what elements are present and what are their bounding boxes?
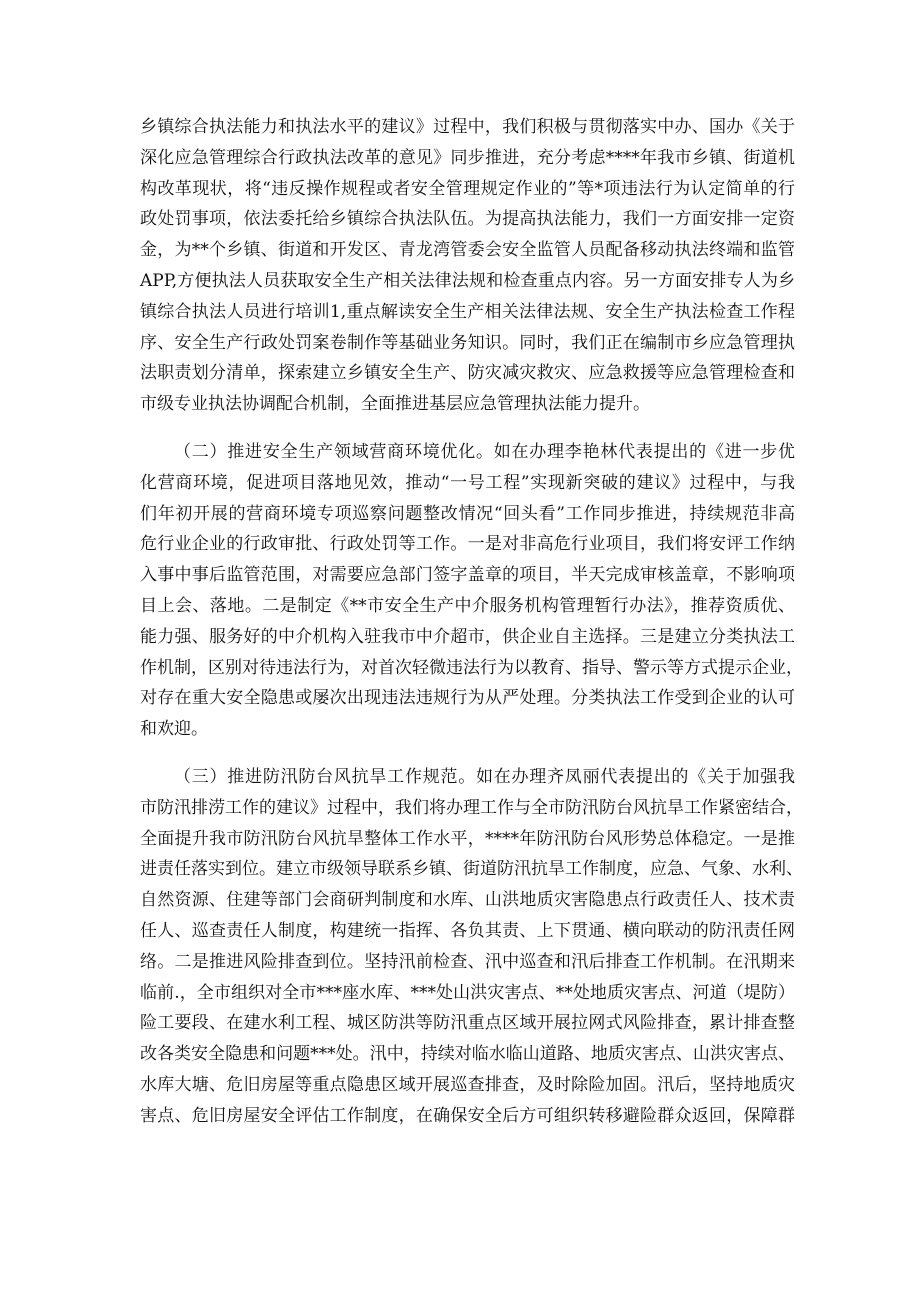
text-line: 们年初开展的营商环境专项巡察问题整改情况“回头看”工作同步推进，持续规范非高 bbox=[140, 503, 795, 524]
document-page bbox=[140, 112, 803, 1149]
text-line: （二）推进安全生产领域营商环境优化。如在办理李艳林代表提出的《进一步优 bbox=[174, 441, 795, 462]
text-line: （三）推进防汛防台风抗旱工作规范。如在办理齐凤丽代表提出的《关于加强我 bbox=[174, 766, 795, 787]
text-line: 作机制，区别对待违法行为，对首次轻微违法行为以教育、指导、警示等方式提示企业， bbox=[140, 657, 803, 678]
text-line: 金，为**个乡镇、街道和开发区、青龙湾管委会安全监管人员配备移动执法终端和监管 bbox=[140, 240, 795, 261]
text-line: APP,方便执法人员获取安全生产相关法律法规和检查重点内容。另一方面安排专人为乡 bbox=[140, 270, 795, 291]
text-line: 能力强、服务好的中介机构入驻我市中介超市，供企业自主选择。三是建立分类执法工 bbox=[140, 626, 795, 647]
text-line: 对存在重大安全隐患或屡次出现违法违规行为从严处理。分类执法工作受到企业的认可 bbox=[140, 688, 795, 709]
paragraph-township-enforcement bbox=[140, 112, 795, 420]
text-line: 改各类安全隐患和问题***处。汛中，持续对临水临山道路、地质灾害点、山洪灾害点、 bbox=[140, 1044, 795, 1065]
text-line: 镇综合执法人员进行培训1,重点解读安全生产相关法律法规、安全生产执法检查工作程 bbox=[140, 301, 795, 322]
text-line: 目上会、落地。二是制定《**市安全生产中介服务机构管理暂行办法》，推荐资质优、 bbox=[140, 595, 795, 616]
text-line: 化营商环境，促进项目落地见效，推动“一号工程”实现新突破的建议》过程中，与我 bbox=[140, 472, 795, 493]
text-line: 络。二是推进风险排查到位。坚持汛前检查、汛中巡查和汛后排查工作机制。在汛期来 bbox=[140, 951, 795, 972]
text-line: 任人、巡查责任人制度，构建统一指挥、各负其责、上下贯通、横向联动的防汛责任网 bbox=[140, 920, 795, 941]
paragraph-business-environment bbox=[140, 437, 803, 745]
text-line: 险工要段、在建水利工程、城区防洪等防汛重点区域开展拉网式风险排查，累计排查整 bbox=[140, 1013, 795, 1034]
paragraph-flood-control bbox=[140, 762, 803, 1132]
text-line: 法职责划分清单，探索建立乡镇安全生产、防灾减灾救灾、应急救援等应急管理检查和 bbox=[140, 363, 795, 384]
text-line: 市级专业执法协调配合机制，全面推进基层应急管理执法能力提升。 bbox=[140, 394, 650, 415]
text-line: 序、安全生产行政处罚案卷制作等基础业务知识。同时，我们正在编制市乡应急管理执 bbox=[140, 332, 795, 353]
text-line: 自然资源、住建等部门会商研判制度和水库、山洪地质灾害隐患点行政责任人、技术责 bbox=[140, 890, 795, 911]
text-line: 进责任落实到位。建立市级领导联系乡镇、街道防汛抗旱工作制度，应急、气象、水利、 bbox=[140, 859, 803, 880]
text-line: 临前.，全市组织对全市***座水库、***处山洪灾害点、**处地质灾害点、河道（堤防） bbox=[140, 982, 795, 1003]
text-line: 全面提升我市防汛防台风抗旱整体工作水平，****年防汛防台风形势总体稳定。一是推 bbox=[140, 828, 795, 849]
text-line: 深化应急管理综合行政执法改革的意见》同步推进，充分考虑****年我市乡镇、街道机 bbox=[140, 147, 795, 168]
text-line: 构改革现状，将“违反操作规程或者安全管理规定作业的”等*项违法行为认定简单的行 bbox=[140, 178, 795, 199]
text-line: 政处罚事项，依法委托给乡镇综合执法队伍。为提高执法能力，我们一方面安排一定资 bbox=[140, 209, 795, 230]
text-line: 危行业企业的行政审批、行政处罚等工作。一是对非高危行业项目，我们将安评工作纳 bbox=[140, 534, 795, 555]
text-line: 市防汛排涝工作的建议》过程中，我们将办理工作与全市防汛防台风抗旱工作紧密结合， bbox=[140, 797, 803, 818]
text-line: 害点、危旧房屋安全评估工作制度，在确保安全后方可组织转移避险群众返回，保障群 bbox=[140, 1105, 795, 1126]
text-line: 入事中事后监管范围，对需要应急部门签字盖章的项目，半天完成审核盖章，不影响项 bbox=[140, 565, 795, 586]
text-line: 水库大塘、危旧房屋等重点隐患区域开展巡查排查，及时除险加固。汛后，坚持地质灾 bbox=[140, 1074, 795, 1095]
text-line: 乡镇综合执法能力和执法水平的建议》过程中，我们积极与贯彻落实中办、国办《关于 bbox=[140, 117, 795, 137]
text-line: 和欢迎。 bbox=[140, 719, 208, 740]
